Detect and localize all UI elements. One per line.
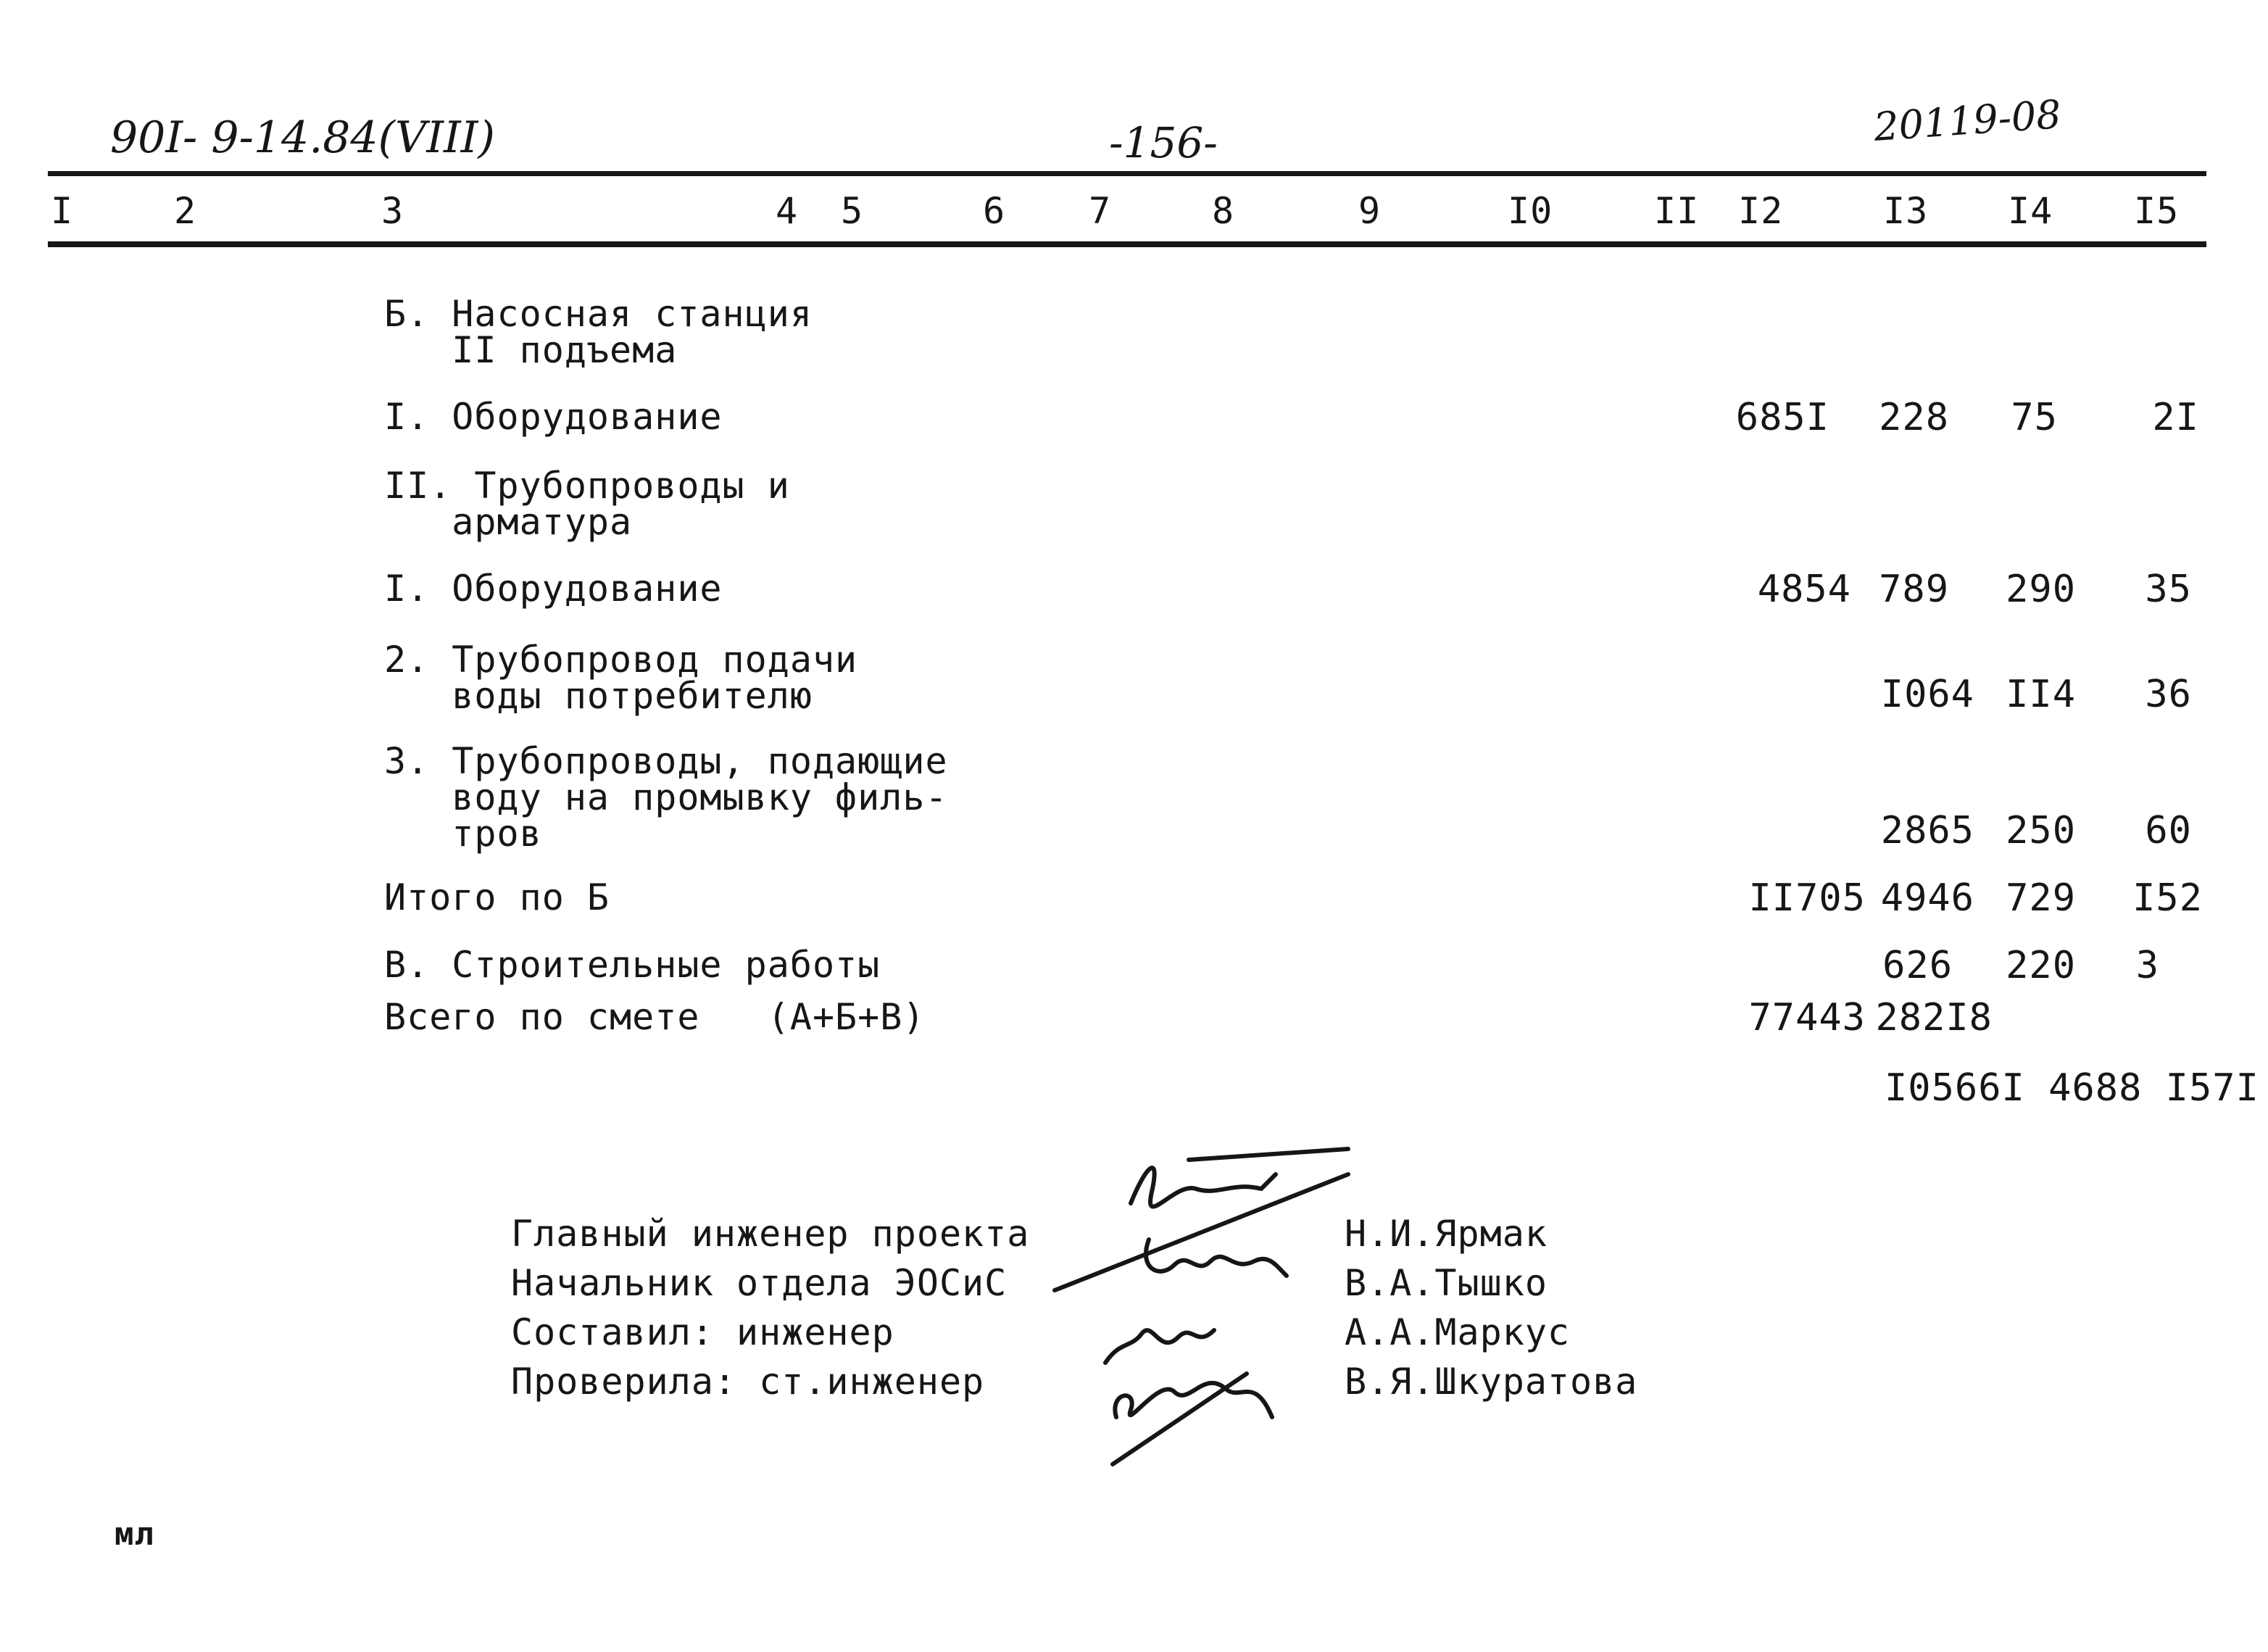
row-grand-total: Всего по смете (А+Б+В) (384, 996, 926, 1038)
row-b1-equipment: I. Оборудование (384, 396, 723, 438)
archive-number: 20119-08 (1872, 91, 2063, 150)
cell-c15: 35 (2145, 568, 2192, 611)
cell-c14: 250 (2006, 809, 2076, 852)
cell-c12: 4854 (1757, 568, 1851, 611)
column-number-6: 6 (983, 190, 1006, 232)
cell-c14: 75 (2011, 396, 2058, 439)
section-b-title: Б. Насосная станция II подъема (384, 293, 813, 371)
cell-c13: I064 (1880, 673, 1974, 716)
column-number-1: I (51, 190, 74, 232)
role-compiled-by: Составил: инженер (511, 1311, 894, 1353)
cell-c13: 2865 (1880, 809, 1974, 852)
column-number-4: 4 (776, 190, 799, 232)
column-number-2: 2 (174, 190, 197, 232)
role-checked-by: Проверила: ст.инженер (511, 1361, 985, 1403)
role-department-head: Начальник отдела ЭОСиС (511, 1262, 1008, 1304)
row-b2-equipment: I. Оборудование (384, 568, 723, 610)
name-chief-engineer: Н.И.Ярмак (1345, 1213, 1548, 1255)
cell-c13: 789 (1879, 568, 1949, 611)
signature-yarmak (1131, 1149, 1348, 1207)
column-number-13: I3 (1883, 190, 1929, 232)
footer-initials: мл (115, 1516, 154, 1553)
cell-c15: I52 (2132, 876, 2203, 920)
cell-c14: 729 (2006, 876, 2076, 920)
name-checked-by: В.Я.Шкуратова (1345, 1361, 1638, 1403)
row-b2-flush-pipelines: 3. Трубопроводы, подающие воду на промывку филь- тров (384, 740, 948, 855)
grand-total-line: I0566I 4688 I57I (1885, 1066, 2259, 1110)
section-b2-title: II. Трубопроводы и арматура (384, 465, 790, 543)
cell-c14: II4 (2006, 673, 2076, 716)
role-chief-engineer: Главный инженер проекта (511, 1213, 1030, 1255)
signature-shkuratova (1113, 1374, 1272, 1464)
cell-c13: 4946 (1880, 876, 1974, 920)
column-number-9: 9 (1358, 190, 1382, 232)
cell-c12: 77443 (1748, 996, 1866, 1039)
cell-c14: 220 (2006, 944, 2076, 987)
cell-c15: 2I (2152, 396, 2199, 439)
column-number-8: 8 (1212, 190, 1235, 232)
row-b2-supply-pipeline: 2. Трубопровод подачи воды потребителю (384, 639, 858, 717)
column-number-7: 7 (1089, 190, 1112, 232)
name-compiled-by: А.А.Маркус (1345, 1311, 1571, 1353)
cell-c13: 228 (1879, 396, 1949, 439)
column-number-15: I5 (2134, 190, 2180, 232)
row-subtotal-b: Итого по Б (384, 876, 610, 918)
column-number-11: II (1654, 190, 1700, 232)
cell-c13: 626 (1882, 944, 1953, 987)
column-number-10: I0 (1508, 190, 1553, 232)
signature-markus (1105, 1330, 1214, 1363)
column-number-12: I2 (1738, 190, 1784, 232)
cell-c13: 282I8 (1875, 996, 1993, 1039)
document-code: 90I- 9-14.84(VIII) (110, 112, 495, 163)
cell-c12: 685I (1735, 396, 1829, 439)
name-department-head: В.А.Тышко (1345, 1262, 1548, 1304)
row-construction-works: В. Строительные работы (384, 944, 881, 986)
cell-c12: II705 (1748, 876, 1866, 920)
cell-c15: 36 (2145, 673, 2192, 716)
column-number-5: 5 (841, 190, 864, 232)
column-number-3: 3 (381, 190, 404, 232)
page-number: -156- (1109, 118, 1218, 167)
column-number-14: I4 (2008, 190, 2053, 232)
cell-c14: 290 (2006, 568, 2076, 611)
cell-c15: 60 (2145, 809, 2192, 852)
cell-c15: 3 (2135, 944, 2159, 987)
